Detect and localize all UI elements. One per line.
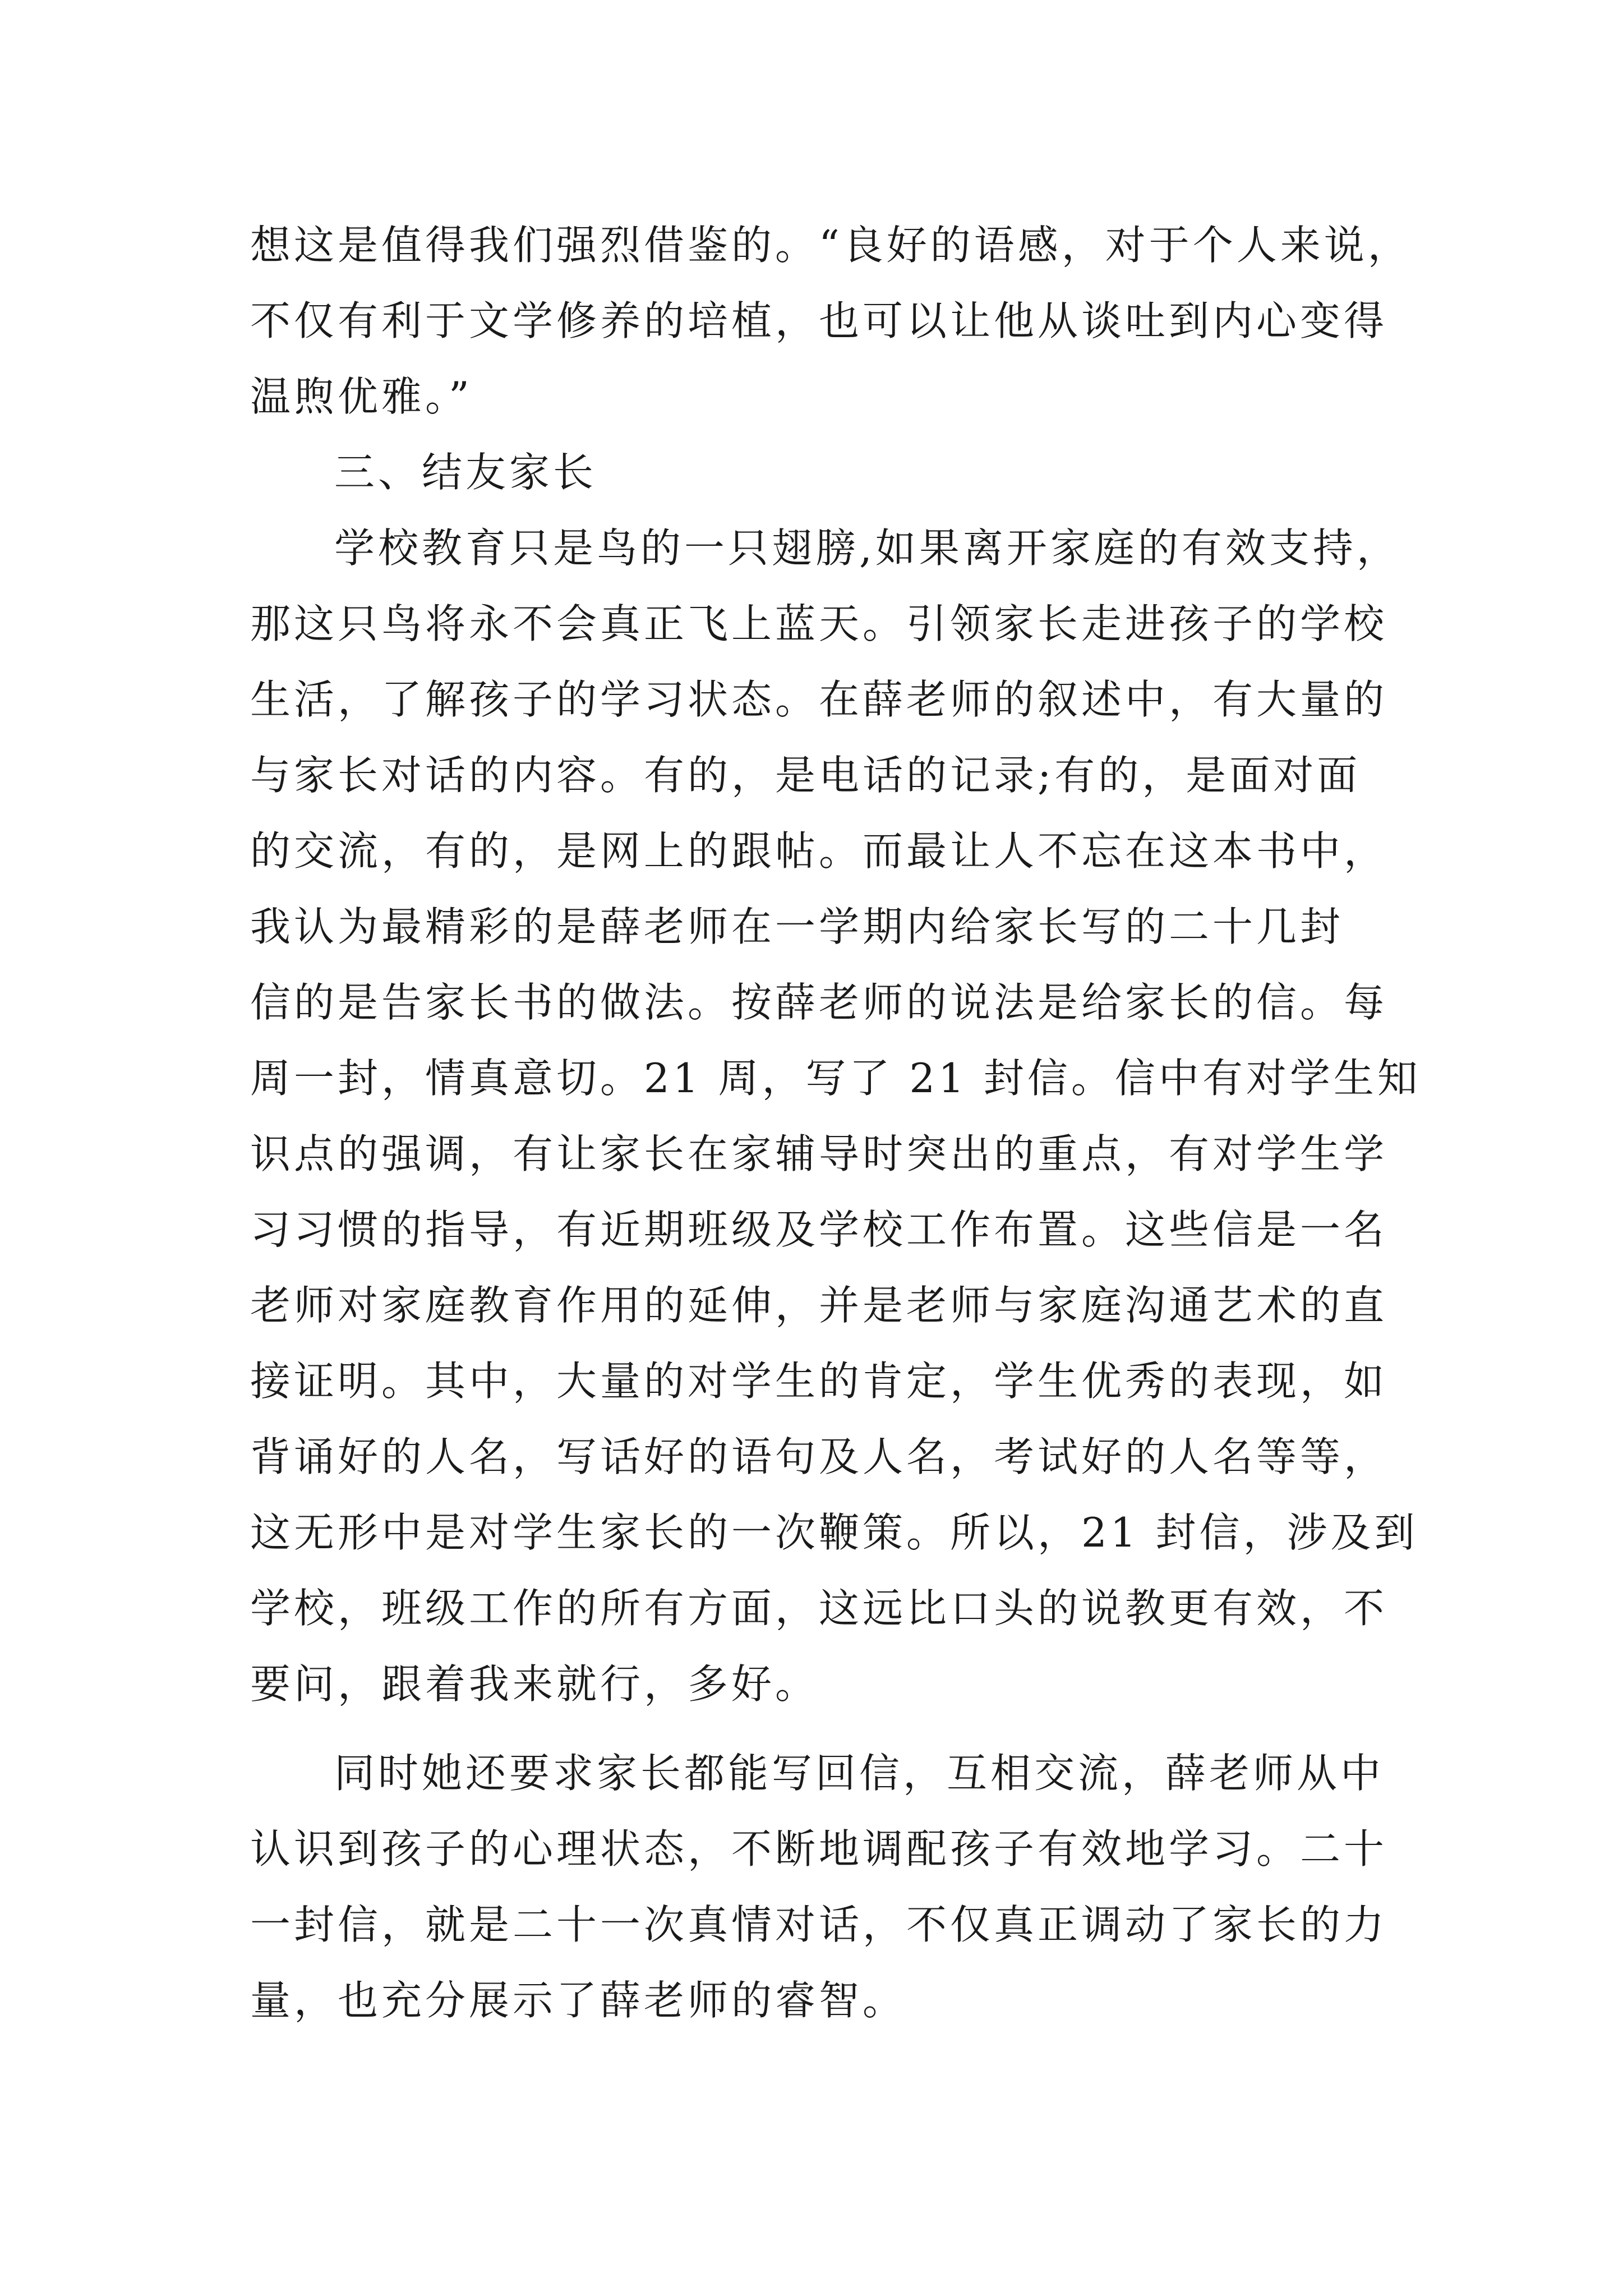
document-body (250, 208, 1421, 2039)
text-line: 老师对家庭教育作用的延伸，并是老师与家庭沟通艺术的直 (250, 1282, 1388, 1329)
text-line: 不仅有利于文学修养的培植，也可以让他从谈吐到内心变得 (250, 297, 1388, 344)
text-line: 同时她还要求家长都能写回信，互相交流，薛老师从中 (334, 1750, 1385, 1797)
text-line: 这无形中是对学生家长的一次鞭策。所以，21 封信，涉及到 (250, 1509, 1418, 1556)
text-line: 习习惯的指导，有近期班级及学校工作布置。这些信是一名 (250, 1206, 1388, 1253)
text-line: 我认为最精彩的是薛老师在一学期内给家长写的二十几封 (250, 903, 1344, 950)
text-line: 接证明。其中，大量的对学生的肯定，学生优秀的表现，如 (250, 1358, 1388, 1405)
text-line: 要问，跟着我来就行，多好。 (250, 1660, 819, 1708)
text-line: 信的是告家长书的做法。按薛老师的说法是给家长的信。每 (250, 979, 1388, 1026)
text-line: 背诵好的人名，写话好的语句及人名，考试好的人名等等， (250, 1433, 1388, 1480)
text-line: 生活，了解孩子的学习状态。在薛老师的叙述中，有大量的 (250, 676, 1388, 723)
text-line: 认识到孩子的心理状态，不断地调配孩子有效地学习。二十 (250, 1825, 1388, 1872)
text-line: 学校，班级工作的所有方面，这远比口头的说教更有效，不 (250, 1585, 1388, 1632)
text-line: 识点的强调，有让家长在家辅导时突出的重点，有对学生学 (250, 1130, 1388, 1177)
text-line: 想这是值得我们强烈借鉴的。“良好的语感，对于个人来说， (250, 222, 1412, 269)
text-line: 与家长对话的内容。有的，是电话的记录;有的，是面对面 (250, 752, 1361, 799)
text-line: 温煦优雅。” (250, 373, 473, 420)
text-line: 一封信，就是二十一次真情对话，不仅真正调动了家长的力 (250, 1901, 1388, 1948)
section-heading: 三、结友家长 (334, 449, 597, 496)
text-line: 学校教育只是鸟的一只翅膀,如果离开家庭的有效支持， (334, 524, 1400, 572)
text-line: 周一封，情真意切。21 周，写了 21 封信。信中有对学生知 (250, 1055, 1421, 1102)
text-line: 量，也充分展示了薛老师的睿智。 (250, 1977, 907, 2024)
text-line: 的交流，有的，是网上的跟帖。而最让人不忘在这本书中， (250, 827, 1388, 875)
text-line: 那这只鸟将永不会真正飞上蓝天。引领家长走进孩子的学校 (250, 600, 1388, 647)
